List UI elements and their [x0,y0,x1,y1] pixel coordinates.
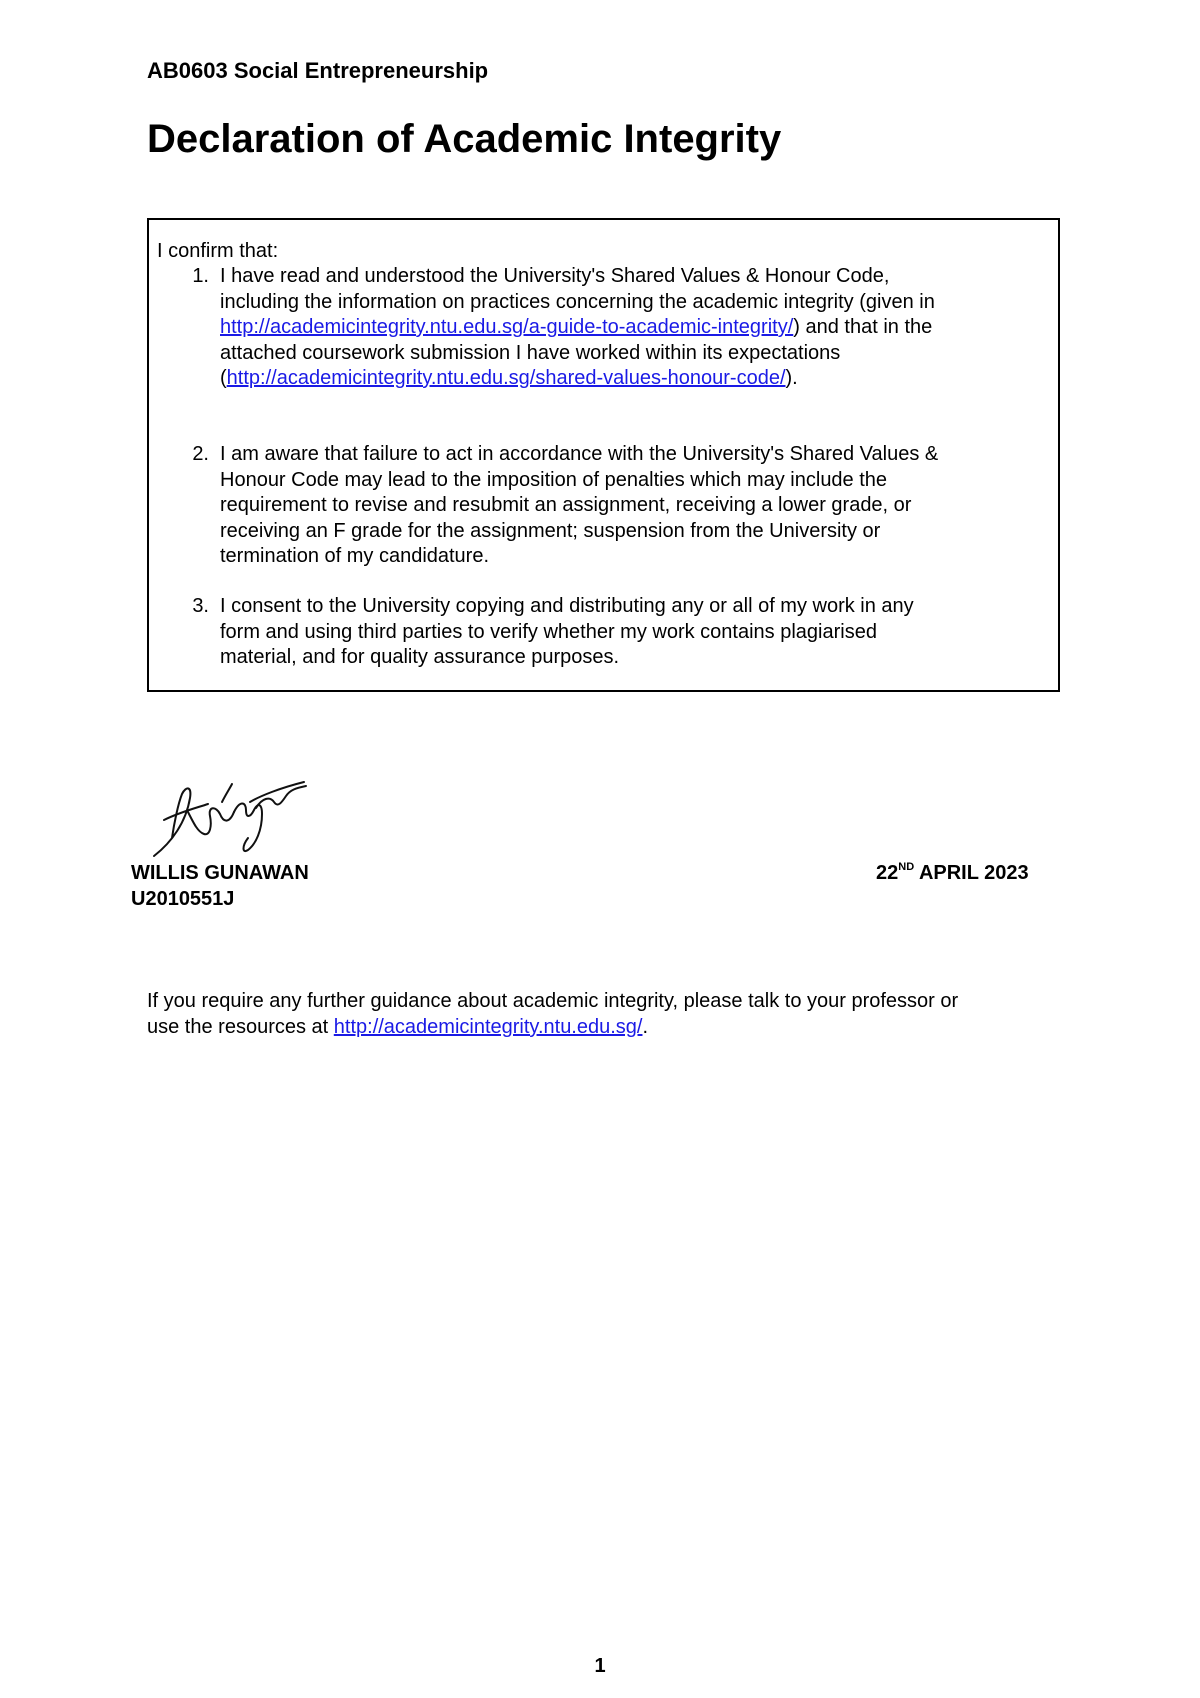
date-suffix: ND [898,861,915,873]
item-line: requirement to revise and resubmit an assignment, receiving a lower grade, or [220,494,912,516]
item-line: including the information on practices concerning the academic integrity (given in [220,290,935,313]
item-line [220,366,1055,392]
item-text: ). [785,367,798,389]
page-number: 1 [594,1655,606,1677]
signature-image [150,772,308,860]
guidance-line: If you require any further guidance about academic integrity, please talk to your professor or [147,990,959,1012]
declaration-box [147,218,1060,692]
page-title: Declaration of Academic Integrity [147,117,782,161]
guidance-note [147,988,1077,1040]
item-line [220,315,1055,341]
signature-date [876,860,1029,889]
signatory-block [131,860,309,912]
item-text: ( [220,367,227,389]
guidance-text: . [642,1016,649,1038]
honour-code-link[interactable]: http://academicintegrity.ntu.edu.sg/shared-values-honour-code/ [226,367,786,389]
guidance-line [147,1014,1077,1040]
item-number: 1. [192,265,209,287]
signatory-name: WILLIS GUNAWAN [131,862,309,884]
item-line: Honour Code may lead to the imposition of penalties which may include the [220,468,888,491]
confirm-intro: I confirm that: [157,240,279,262]
guide-link[interactable]: http://academicintegrity.ntu.edu.sg/a-guide-to-academic-integrity/ [220,316,794,338]
item-text: ) and that in the [793,316,933,338]
item-line: I have read and understood the University's Shared Values & Honour Code, [220,265,890,287]
academic-integrity-link[interactable]: http://academicintegrity.ntu.edu.sg/ [333,1016,643,1038]
course-header: AB0603 Social Entrepreneurship [147,58,489,83]
item-line: attached coursework submission I have worked within its expectations [220,341,841,364]
item-line: material, and for quality assurance purposes. [220,646,620,668]
date-day: 22 [876,862,899,884]
item-line: I consent to the University copying and distributing any or all of my work in any [220,595,914,617]
date-rest: APRIL 2023 [914,862,1029,884]
item-number: 2. [192,443,209,465]
item-line: form and using third parties to verify whether my work contains plagiarised [220,620,877,643]
matric-number: U2010551J [131,888,235,910]
item-line: I am aware that failure to act in accordance with the University's Shared Values & [220,443,939,465]
guidance-text: use the resources at [147,1016,334,1038]
item-number: 3. [192,595,209,617]
item-line: termination of my candidature. [220,545,490,567]
item-line: receiving an F grade for the assignment; suspension from the University or [220,519,881,542]
